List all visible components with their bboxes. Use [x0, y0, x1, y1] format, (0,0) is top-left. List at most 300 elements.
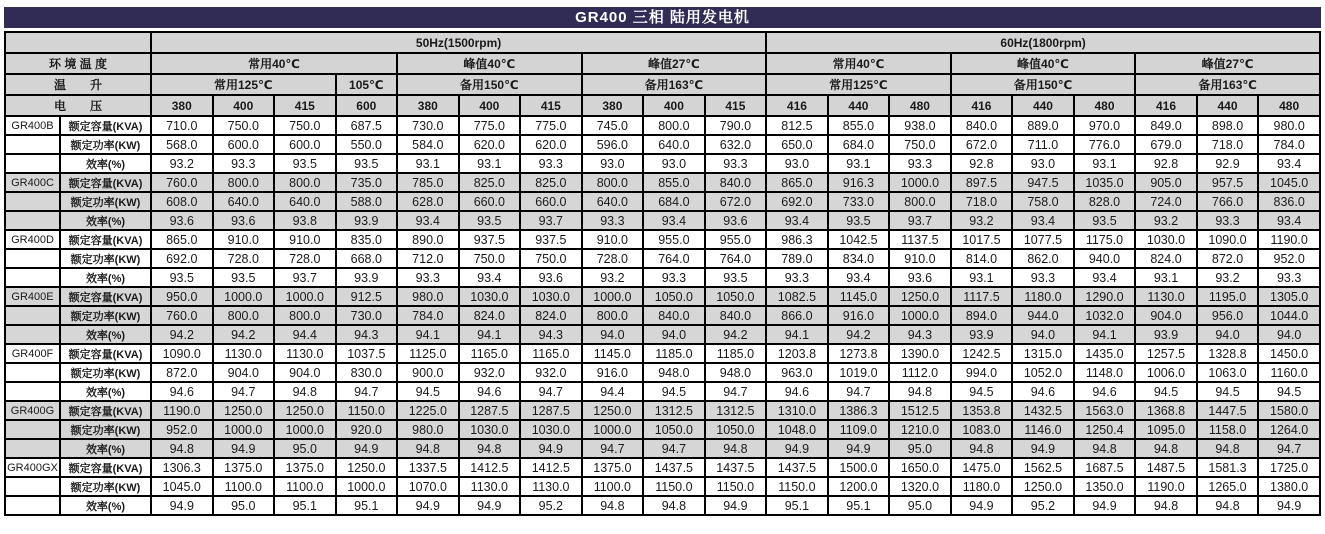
value-cell: 824.0 — [459, 306, 521, 325]
value-cell: 1050.0 — [643, 420, 705, 439]
value-cell: 93.5 — [705, 268, 767, 287]
freq-60hz-header: 60Hz(1800rpm) — [766, 32, 1320, 53]
value-cell: 1044.0 — [1258, 306, 1320, 325]
value-cell: 1100.0 — [274, 477, 336, 496]
value-cell: 710.0 — [151, 116, 213, 135]
model-name: GR400F — [5, 344, 60, 363]
value-cell: 1000.0 — [274, 420, 336, 439]
value-cell: 93.9 — [336, 268, 398, 287]
value-cell: 910.0 — [889, 249, 951, 268]
value-cell: 93.6 — [705, 211, 767, 230]
value-cell: 948.0 — [643, 363, 705, 382]
value-cell: 855.0 — [828, 116, 890, 135]
value-cell: 1000.0 — [582, 420, 644, 439]
value-cell: 1019.0 — [828, 363, 890, 382]
value-cell: 94.6 — [766, 382, 828, 401]
value-cell: 93.3 — [520, 154, 582, 173]
value-cell: 93.7 — [274, 268, 336, 287]
value-cell: 95.0 — [213, 496, 275, 515]
row-gr400f-kw — [5, 363, 1320, 382]
value-cell: 865.0 — [151, 230, 213, 249]
value-cell: 94.9 — [1258, 496, 1320, 515]
value-cell: 1180.0 — [1012, 287, 1074, 306]
value-cell: 93.3 — [643, 268, 705, 287]
value-cell: 750.0 — [213, 116, 275, 135]
value-cell: 1090.0 — [151, 344, 213, 363]
value-cell: 93.1 — [397, 154, 459, 173]
value-cell: 1512.5 — [889, 401, 951, 420]
value-cell: 1315.0 — [1012, 344, 1074, 363]
value-cell: 718.0 — [1197, 135, 1259, 154]
value-cell: 94.8 — [643, 496, 705, 515]
value-cell: 92.9 — [1197, 154, 1259, 173]
metric-label: 额定功率(KW) — [60, 363, 151, 382]
value-cell: 93.5 — [151, 268, 213, 287]
metric-label: 额定容量(KVA) — [60, 173, 151, 192]
value-cell: 93.6 — [520, 268, 582, 287]
voltage-col-11: 440 — [828, 95, 890, 116]
value-cell: 1006.0 — [1135, 363, 1197, 382]
ambient-group-1: 峰值40℃ — [397, 53, 582, 74]
value-cell: 94.6 — [1012, 382, 1074, 401]
value-cell: 955.0 — [705, 230, 767, 249]
ambient-temp-label: 环 境 温 度 — [5, 53, 151, 74]
ambient-group-4: 峰值40℃ — [951, 53, 1136, 74]
value-cell: 640.0 — [582, 192, 644, 211]
value-cell: 596.0 — [582, 135, 644, 154]
value-cell: 608.0 — [151, 192, 213, 211]
value-cell: 1250.0 — [582, 401, 644, 420]
value-cell: 932.0 — [459, 363, 521, 382]
value-cell: 1581.3 — [1197, 458, 1259, 477]
value-cell: 920.0 — [336, 420, 398, 439]
model-name-spacer — [5, 268, 60, 287]
value-cell: 952.0 — [151, 420, 213, 439]
value-cell: 1580.0 — [1258, 401, 1320, 420]
value-cell: 718.0 — [951, 192, 1013, 211]
value-cell: 745.0 — [582, 116, 644, 135]
value-cell: 1100.0 — [213, 477, 275, 496]
value-cell: 93.3 — [582, 211, 644, 230]
value-cell: 93.4 — [1074, 268, 1136, 287]
value-cell: 1190.0 — [1135, 477, 1197, 496]
value-cell: 620.0 — [459, 135, 521, 154]
value-cell: 1273.8 — [828, 344, 890, 363]
row-gr400e-eff — [5, 325, 1320, 344]
value-cell: 980.0 — [1258, 116, 1320, 135]
metric-label: 效率(%) — [60, 496, 151, 515]
model-name-spacer — [5, 211, 60, 230]
page-title: GR400 三相 陆用发电机 — [4, 7, 1321, 28]
value-cell: 672.0 — [705, 192, 767, 211]
value-cell: 1146.0 — [1012, 420, 1074, 439]
value-cell: 93.0 — [766, 154, 828, 173]
value-cell: 640.0 — [213, 192, 275, 211]
value-cell: 835.0 — [336, 230, 398, 249]
value-cell: 800.0 — [582, 306, 644, 325]
voltage-col-10: 416 — [766, 95, 828, 116]
metric-label: 效率(%) — [60, 439, 151, 458]
value-cell: 94.8 — [1135, 496, 1197, 515]
value-cell: 93.4 — [766, 211, 828, 230]
value-cell: 994.0 — [951, 363, 1013, 382]
value-cell: 872.0 — [151, 363, 213, 382]
value-cell: 94.9 — [336, 439, 398, 458]
row-gr400d-kva — [5, 230, 1320, 249]
value-cell: 1030.0 — [459, 420, 521, 439]
value-cell: 1050.0 — [705, 287, 767, 306]
value-cell: 980.0 — [397, 287, 459, 306]
value-cell: 1264.0 — [1258, 420, 1320, 439]
value-cell: 948.0 — [705, 363, 767, 382]
value-cell: 93.3 — [397, 268, 459, 287]
metric-label: 效率(%) — [60, 382, 151, 401]
metric-label: 额定容量(KVA) — [60, 458, 151, 477]
value-cell: 1368.8 — [1135, 401, 1197, 420]
value-cell: 94.9 — [459, 496, 521, 515]
row-gr400e-kva — [5, 287, 1320, 306]
value-cell: 764.0 — [643, 249, 705, 268]
value-cell: 1130.0 — [274, 344, 336, 363]
value-cell: 93.2 — [1135, 211, 1197, 230]
value-cell: 1265.0 — [1197, 477, 1259, 496]
model-name-spacer — [5, 496, 60, 515]
value-cell: 1077.5 — [1012, 230, 1074, 249]
value-cell: 668.0 — [336, 249, 398, 268]
value-cell: 1195.0 — [1197, 287, 1259, 306]
value-cell: 94.8 — [1197, 439, 1259, 458]
value-cell: 1050.0 — [705, 420, 767, 439]
value-cell: 95.0 — [889, 439, 951, 458]
value-cell: 94.9 — [397, 496, 459, 515]
value-cell: 93.9 — [336, 211, 398, 230]
value-cell: 632.0 — [705, 135, 767, 154]
value-cell: 840.0 — [951, 116, 1013, 135]
row-gr400g-eff — [5, 439, 1320, 458]
metric-label: 额定容量(KVA) — [60, 230, 151, 249]
row-gr400gx-kw — [5, 477, 1320, 496]
value-cell: 94.2 — [828, 325, 890, 344]
value-cell: 1130.0 — [1135, 287, 1197, 306]
value-cell: 94.5 — [1258, 382, 1320, 401]
metric-label: 额定功率(KW) — [60, 135, 151, 154]
value-cell: 889.0 — [1012, 116, 1074, 135]
value-cell: 1100.0 — [582, 477, 644, 496]
value-cell: 800.0 — [274, 306, 336, 325]
rise-group-1: 105℃ — [336, 74, 398, 95]
value-cell: 1000.0 — [274, 287, 336, 306]
value-cell: 1158.0 — [1197, 420, 1259, 439]
value-cell: 957.5 — [1197, 173, 1259, 192]
value-cell: 1306.3 — [151, 458, 213, 477]
metric-label: 效率(%) — [60, 325, 151, 344]
value-cell: 94.9 — [213, 439, 275, 458]
generator-spec-table — [4, 31, 1321, 516]
value-cell: 1447.5 — [1197, 401, 1259, 420]
value-cell: 1083.0 — [951, 420, 1013, 439]
value-cell: 692.0 — [151, 249, 213, 268]
value-cell: 825.0 — [520, 173, 582, 192]
value-cell: 94.3 — [889, 325, 951, 344]
row-gr400b-kva — [5, 116, 1320, 135]
voltage-col-12: 480 — [889, 95, 951, 116]
value-cell: 94.5 — [643, 382, 705, 401]
value-cell: 840.0 — [705, 306, 767, 325]
value-cell: 1287.5 — [459, 401, 521, 420]
value-cell: 1130.0 — [213, 344, 275, 363]
metric-label: 额定功率(KW) — [60, 249, 151, 268]
value-cell: 1000.0 — [889, 306, 951, 325]
value-cell: 932.0 — [520, 363, 582, 382]
value-cell: 94.8 — [889, 382, 951, 401]
value-cell: 93.5 — [828, 211, 890, 230]
value-cell: 1500.0 — [828, 458, 890, 477]
value-cell: 94.9 — [1012, 439, 1074, 458]
value-cell: 1375.0 — [582, 458, 644, 477]
value-cell: 789.0 — [766, 249, 828, 268]
value-cell: 730.0 — [397, 116, 459, 135]
value-cell: 750.0 — [459, 249, 521, 268]
value-cell: 93.2 — [151, 154, 213, 173]
value-cell: 824.0 — [1135, 249, 1197, 268]
value-cell: 1000.0 — [213, 420, 275, 439]
value-cell: 94.7 — [828, 382, 890, 401]
value-cell: 1210.0 — [889, 420, 951, 439]
value-cell: 94.7 — [582, 439, 644, 458]
value-cell: 94.8 — [1074, 439, 1136, 458]
voltage-col-5: 400 — [459, 95, 521, 116]
value-cell: 711.0 — [1012, 135, 1074, 154]
row-gr400c-kva — [5, 173, 1320, 192]
value-cell: 94.9 — [151, 496, 213, 515]
value-cell: 95.1 — [274, 496, 336, 515]
value-cell: 800.0 — [274, 173, 336, 192]
value-cell: 94.7 — [336, 382, 398, 401]
model-name-spacer — [5, 420, 60, 439]
value-cell: 1165.0 — [459, 344, 521, 363]
value-cell: 824.0 — [520, 306, 582, 325]
rise-group-2: 备用150℃ — [397, 74, 582, 95]
value-cell: 93.7 — [889, 211, 951, 230]
value-cell: 93.1 — [1074, 154, 1136, 173]
value-cell: 1257.5 — [1135, 344, 1197, 363]
value-cell: 93.2 — [1197, 268, 1259, 287]
value-cell: 1487.5 — [1135, 458, 1197, 477]
value-cell: 1030.0 — [1135, 230, 1197, 249]
value-cell: 956.0 — [1197, 306, 1259, 325]
value-cell: 1000.0 — [336, 477, 398, 496]
value-cell: 1310.0 — [766, 401, 828, 420]
value-cell: 1052.0 — [1012, 363, 1074, 382]
value-cell: 986.3 — [766, 230, 828, 249]
frequency-header-row — [5, 32, 1320, 53]
value-cell: 812.5 — [766, 116, 828, 135]
value-cell: 916.3 — [828, 173, 890, 192]
value-cell: 980.0 — [397, 420, 459, 439]
value-cell: 1030.0 — [520, 420, 582, 439]
value-cell: 588.0 — [336, 192, 398, 211]
value-cell: 93.3 — [1012, 268, 1074, 287]
value-cell: 1305.0 — [1258, 287, 1320, 306]
value-cell: 93.3 — [1197, 211, 1259, 230]
value-cell: 866.0 — [766, 306, 828, 325]
value-cell: 1562.5 — [1012, 458, 1074, 477]
value-cell: 94.8 — [951, 439, 1013, 458]
model-name: GR400E — [5, 287, 60, 306]
value-cell: 952.0 — [1258, 249, 1320, 268]
voltage-col-3: 600 — [336, 95, 398, 116]
value-cell: 94.8 — [1197, 496, 1259, 515]
value-cell: 1290.0 — [1074, 287, 1136, 306]
value-cell: 620.0 — [520, 135, 582, 154]
value-cell: 1145.0 — [582, 344, 644, 363]
value-cell: 834.0 — [828, 249, 890, 268]
value-cell: 650.0 — [766, 135, 828, 154]
value-cell: 94.7 — [643, 439, 705, 458]
value-cell: 836.0 — [1258, 192, 1320, 211]
ambient-group-3: 常用40℃ — [766, 53, 951, 74]
value-cell: 640.0 — [274, 192, 336, 211]
value-cell: 1082.5 — [766, 287, 828, 306]
value-cell: 94.0 — [1258, 325, 1320, 344]
value-cell: 1725.0 — [1258, 458, 1320, 477]
value-cell: 94.8 — [705, 439, 767, 458]
value-cell: 94.8 — [459, 439, 521, 458]
value-cell: 92.8 — [951, 154, 1013, 173]
value-cell: 94.5 — [951, 382, 1013, 401]
value-cell: 93.0 — [643, 154, 705, 173]
value-cell: 93.2 — [951, 211, 1013, 230]
voltage-col-0: 380 — [151, 95, 213, 116]
value-cell: 94.7 — [1258, 439, 1320, 458]
value-cell: 93.6 — [213, 211, 275, 230]
value-cell: 865.0 — [766, 173, 828, 192]
value-cell: 840.0 — [705, 173, 767, 192]
value-cell: 94.6 — [1074, 382, 1136, 401]
rise-group-5: 备用150℃ — [951, 74, 1136, 95]
value-cell: 905.0 — [1135, 173, 1197, 192]
value-cell: 1148.0 — [1074, 363, 1136, 382]
value-cell: 1225.0 — [397, 401, 459, 420]
value-cell: 894.0 — [951, 306, 1013, 325]
value-cell: 95.1 — [828, 496, 890, 515]
value-cell: 1250.0 — [1012, 477, 1074, 496]
voltage-col-4: 380 — [397, 95, 459, 116]
value-cell: 94.7 — [213, 382, 275, 401]
value-cell: 800.0 — [213, 306, 275, 325]
value-cell: 1045.0 — [1258, 173, 1320, 192]
value-cell: 93.8 — [274, 211, 336, 230]
value-cell: 1070.0 — [397, 477, 459, 496]
value-cell: 95.1 — [766, 496, 828, 515]
value-cell: 1130.0 — [520, 477, 582, 496]
value-cell: 1150.0 — [705, 477, 767, 496]
value-cell: 910.0 — [274, 230, 336, 249]
value-cell: 1337.5 — [397, 458, 459, 477]
value-cell: 1353.8 — [951, 401, 1013, 420]
value-cell: 94.6 — [151, 382, 213, 401]
model-name-spacer — [5, 192, 60, 211]
value-cell: 93.6 — [889, 268, 951, 287]
value-cell: 1250.0 — [336, 458, 398, 477]
value-cell: 94.8 — [1135, 439, 1197, 458]
value-cell: 640.0 — [643, 135, 705, 154]
value-cell: 93.9 — [1135, 325, 1197, 344]
row-gr400d-kw — [5, 249, 1320, 268]
value-cell: 93.5 — [213, 268, 275, 287]
rise-group-4: 常用125℃ — [766, 74, 951, 95]
value-cell: 93.2 — [582, 268, 644, 287]
value-cell: 900.0 — [397, 363, 459, 382]
value-cell: 1250.4 — [1074, 420, 1136, 439]
value-cell: 94.7 — [520, 382, 582, 401]
value-cell: 916.0 — [828, 306, 890, 325]
ambient-temp-row — [5, 53, 1320, 74]
value-cell: 849.0 — [1135, 116, 1197, 135]
value-cell: 94.3 — [520, 325, 582, 344]
value-cell: 733.0 — [828, 192, 890, 211]
value-cell: 1032.0 — [1074, 306, 1136, 325]
value-cell: 898.0 — [1197, 116, 1259, 135]
ambient-group-0: 常用40℃ — [151, 53, 397, 74]
value-cell: 938.0 — [889, 116, 951, 135]
row-gr400c-kw — [5, 192, 1320, 211]
value-cell: 1435.0 — [1074, 344, 1136, 363]
value-cell: 1109.0 — [828, 420, 890, 439]
row-gr400g-kw — [5, 420, 1320, 439]
value-cell: 760.0 — [151, 306, 213, 325]
value-cell: 687.5 — [336, 116, 398, 135]
value-cell: 1035.0 — [1074, 173, 1136, 192]
ambient-group-2: 峰值27℃ — [582, 53, 767, 74]
value-cell: 94.4 — [582, 382, 644, 401]
value-cell: 963.0 — [766, 363, 828, 382]
value-cell: 600.0 — [213, 135, 275, 154]
value-cell: 94.7 — [705, 382, 767, 401]
value-cell: 830.0 — [336, 363, 398, 382]
value-cell: 94.9 — [766, 439, 828, 458]
value-cell: 672.0 — [951, 135, 1013, 154]
row-gr400gx-eff — [5, 496, 1320, 515]
value-cell: 93.3 — [889, 154, 951, 173]
value-cell: 1375.0 — [213, 458, 275, 477]
value-cell: 550.0 — [336, 135, 398, 154]
value-cell: 584.0 — [397, 135, 459, 154]
value-cell: 1030.0 — [459, 287, 521, 306]
value-cell: 660.0 — [520, 192, 582, 211]
value-cell: 1687.5 — [1074, 458, 1136, 477]
row-gr400c-eff — [5, 211, 1320, 230]
metric-label: 额定功率(KW) — [60, 306, 151, 325]
value-cell: 916.0 — [582, 363, 644, 382]
row-gr400e-kw — [5, 306, 1320, 325]
value-cell: 93.0 — [1012, 154, 1074, 173]
value-cell: 1200.0 — [828, 477, 890, 496]
value-cell: 1190.0 — [1258, 230, 1320, 249]
value-cell: 760.0 — [151, 173, 213, 192]
value-cell: 94.5 — [1197, 382, 1259, 401]
value-cell: 93.3 — [1258, 268, 1320, 287]
value-cell: 94.9 — [520, 439, 582, 458]
value-cell: 1150.0 — [643, 477, 705, 496]
value-cell: 1130.0 — [459, 477, 521, 496]
value-cell: 1160.0 — [1258, 363, 1320, 382]
value-cell: 840.0 — [643, 306, 705, 325]
model-name: GR400B — [5, 116, 60, 135]
value-cell: 728.0 — [274, 249, 336, 268]
model-name-spacer — [5, 135, 60, 154]
value-cell: 94.2 — [151, 325, 213, 344]
